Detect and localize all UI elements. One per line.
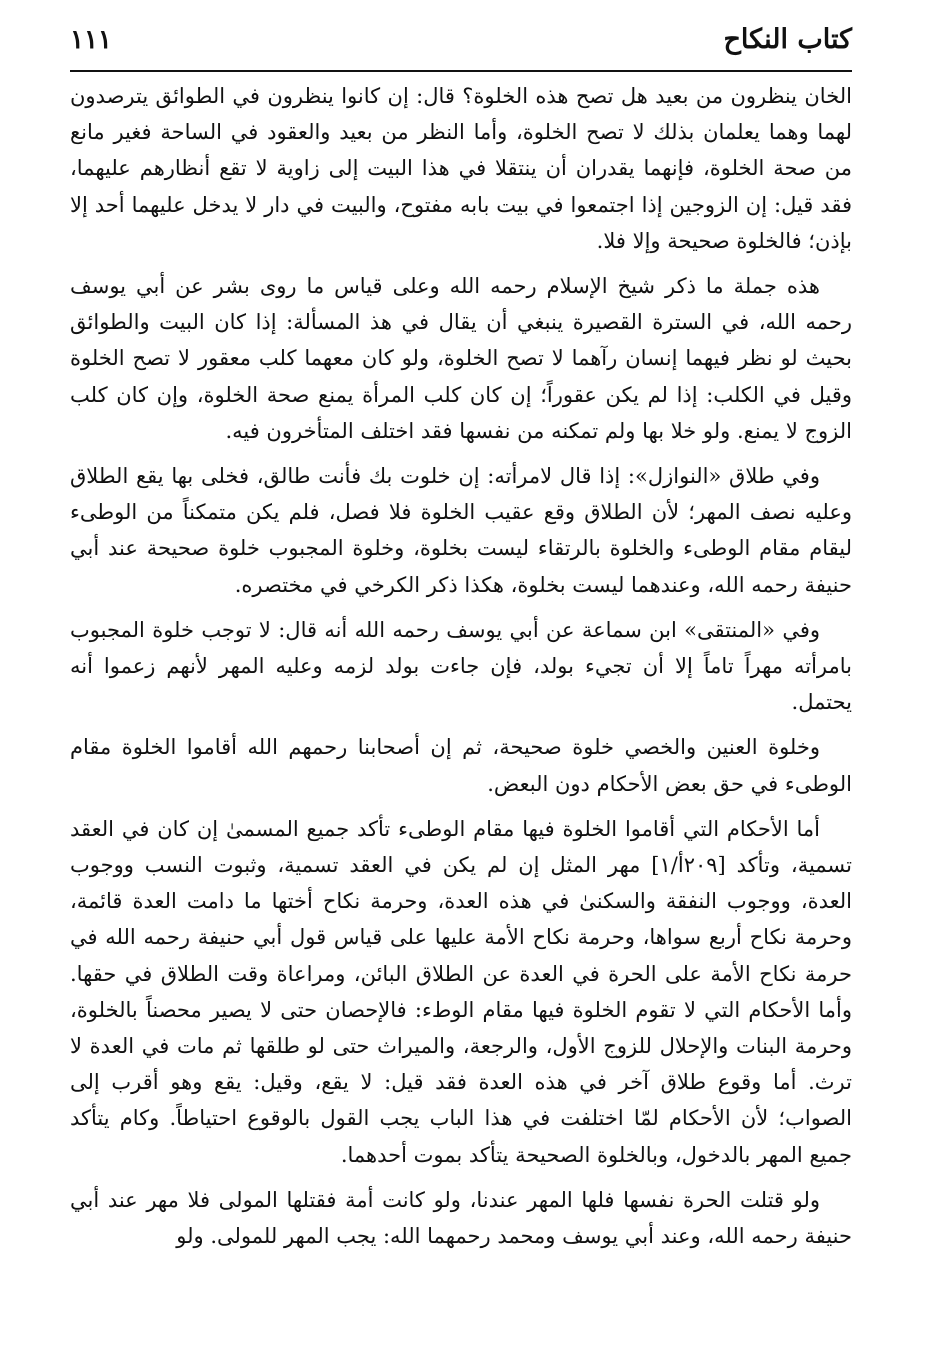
book-title: كتاب النكاح: [723, 24, 852, 55]
paragraph: هذه جملة ما ذكر شيخ الإسلام رحمه الله وعلى قياس ما روى بشر عن أبي يوسف رحمه الله، في السترة القصيرة ينبغي أن يقال في هذ المسألة: إذا كان البيت والطوائق بحيث لو نظر فيهما إنسان رآهما لا تصح الخلوة، ولو كان معهما كلب معقور لا تصح الخلوة وقيل في الكلب: إذا لم يكن عقوراً؛ إن كان كلب المرأة يمنع صحة الخلوة، وإن كان كلب الزوج لا يمنع. ولو خلا بها ولم تمكنه من نفسها فقد اختلف المتأخرون فيه.: [70, 274, 852, 443]
paragraph: وفي طلاق «النوازل»: إذا قال لامرأته: إن خلوت بك فأنت طالق، فخلى بها يقع الطلاق وعليه نصف المهر؛ لأن الطلاق وقع عقيب الخلوة فلا فصل، فلم يكن متمكناً من الوطىء ليقام مقام الوطىء والخلوة بالرتقاء ليست بخلوة، وخلوة المجبوب خلوة صحيحة عند أبي حنيفة رحمه الله، وعندهما ليست بخلوة، هكذا ذكر الكرخي في مختصره.: [70, 464, 852, 597]
paragraph: وفي «المنتقى» ابن سماعة عن أبي يوسف رحمه الله أنه قال: لا توجب خلوة المجبوب بامرأته مهراً تاماً إلا أن تجيء بولد، فإن جاءت بولد لزمه وعليه المهر لأنهم زعموا أنه يحتمل.: [70, 617, 852, 715]
paragraph: ولو قتلت الحرة نفسها فلها المهر عندنا، ولو كانت أمة فقتلها المولى فلا مهر عند أبي حنيفة رحمه الله، وعند أبي يوسف ومحمد رحمهما الله: يجب المهر للمولى. ولو: [70, 1187, 852, 1249]
paragraph: أما الأحكام التي أقاموا الخلوة فيها مقام الوطىء تأكد جميع المسمىٰ إن كان في العقد تسمية، وتأكد [٢٠٩أ/١] مهر المثل إن لم يكن في العقد تسمية، وثبوت النسب ووجوب العدة، ووجوب النفقة والسكنىٰ في هذه العدة، وحرمة نكاح أختها ما دامت العدة قائمة، وحرمة نكاح أربع سواها، وحرمة نكاح الأمة عليها على قياس قول أبي حنيفة رحمه الله في حرمة نكاح الأمة على الحرة في العدة عن الطلاق البائن، ومراعاة وقت الطلاق في حقها. وأما الأحكام التي لا تقوم الخلوة فيها مقام الوطء: فالإحصان حتى لا يصير محصناً بالخلوة، وحرمة البنات والإحلال للزوج الأول، والرجعة، والميراث حتى لو طلقها ثم مات في العدة لا ترث. أما وقوع طلاق آخر في هذه العدة فقد قيل: لا يقع، وقيل: يقع وهو أقرب إلى الصواب؛ لأن الأحكام لمّا اختلفت في هذا الباب يجب القول بالوقوع احتياطاً. وكام يتأكد جميع المهر بالدخول، وبالخلوة الصحيحة يتأكد بموت أحدهما.: [70, 816, 852, 1167]
paragraph-continuation: الخان ينظرون من بعيد هل تصح هذه الخلوة؟ قال: إن كانوا ينظرون في الطوائق يترصدون لهما وهما يعلمان بذلك لا تصح الخلوة، وأما النظر من بعيد والعقود في الساحة فغير مانع من صحة الخلوة، فإنهما يقدران أن ينتقلا في هذا البيت إلى زاوية لا تقع أنظارهم عليهما، فقد قيل: إن الزوجين إذا اجتمعوا في بيت بابه مفتوح، والبيت في دار لا يدخل عليهما أحد إلا بإذن؛ فالخلوة صحيحة وإلا فلا.: [70, 84, 852, 253]
header-rule: [70, 70, 852, 72]
page-number: ١١١: [70, 25, 112, 55]
running-header: [70, 18, 852, 62]
body-text: [70, 78, 852, 1348]
paragraph: وخلوة العنين والخصي خلوة صحيحة، ثم إن أصحابنا رحمهم الله أقاموا الخلوة مقام الوطىء في حق بعض الأحكام دون البعض.: [70, 735, 852, 796]
